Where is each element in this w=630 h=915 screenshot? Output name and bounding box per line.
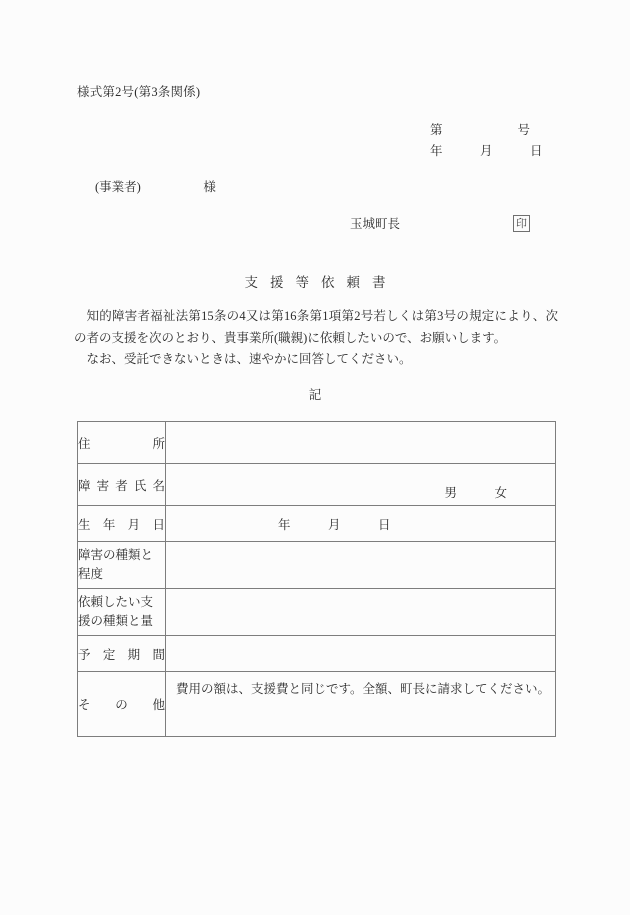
row-value-period[interactable]	[166, 636, 556, 672]
row-value-disability-type[interactable]	[166, 542, 556, 589]
page-title: 支援等依頼書	[244, 275, 398, 290]
form-number: 様式第2号(第3条関係)	[77, 85, 201, 99]
body-paragraph-2: なお、受託できないときは、速やかに回答してください。	[86, 352, 412, 366]
row-label-birthdate: 生年月日	[78, 506, 166, 542]
table-row	[78, 506, 556, 542]
row-value-birthdate[interactable]	[166, 506, 556, 542]
form-table	[77, 421, 556, 737]
row-label-other: その他	[78, 672, 166, 737]
seal-stamp-box: 印	[513, 215, 530, 232]
table-row	[78, 589, 556, 636]
record-marker: 記	[308, 388, 322, 402]
document-number-line: 第 号	[430, 123, 531, 137]
row-value-address[interactable]	[166, 422, 556, 464]
row-value-support-type[interactable]	[166, 589, 556, 636]
row-value-other[interactable]	[166, 672, 556, 737]
document-meta	[430, 120, 543, 162]
birthdate-blanks: 年 月 日	[278, 517, 391, 532]
body-paragraph-1: 知的障害者福祉法第15条の4又は第16条第1項第2号若しくは第3号の規定により、次の者の支援を次のとおり、貴事業所(職親)に依頼したいので、お願いします。	[74, 309, 558, 345]
table-row	[78, 542, 556, 589]
gender-options[interactable]: 男 女	[444, 486, 507, 500]
row-label-name: 障害者氏名	[78, 464, 166, 506]
table-row	[78, 422, 556, 464]
addressee-line: (事業者) 様	[95, 180, 216, 194]
row-label-disability-type: 障害の種類と程度	[78, 542, 166, 589]
body-text	[74, 306, 558, 371]
table-row	[78, 464, 556, 506]
table-row	[78, 672, 556, 737]
issuer-name: 玉城町長	[350, 217, 401, 231]
row-label-address: 住所	[78, 422, 166, 464]
table-row	[78, 636, 556, 672]
issuer-line	[350, 214, 530, 232]
document-date-line: 年 月 日	[430, 144, 543, 158]
row-label-support-type: 依頼したい支援の種類と量	[78, 589, 166, 636]
other-note-text: 費用の額は、支援費と同じです。全額、町長に請求してください。	[176, 682, 551, 696]
row-value-name[interactable]	[166, 464, 556, 506]
row-label-period: 予定期間	[78, 636, 166, 672]
